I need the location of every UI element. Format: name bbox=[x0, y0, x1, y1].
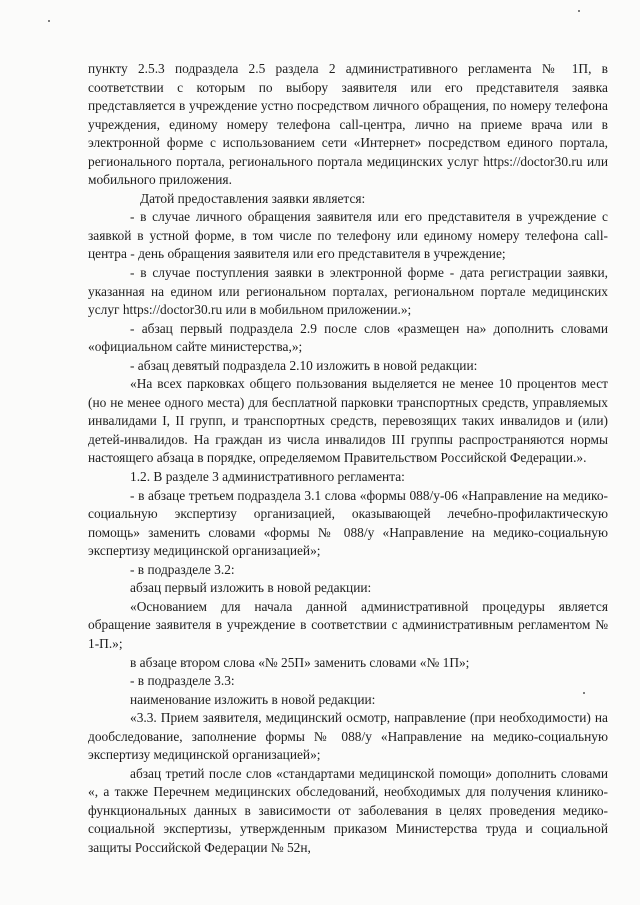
paragraph-quote: «3.3. Прием заявителя, медицинский осмотр, направление (при необходимости) на дообследование, заполнение формы № 088/у «Направление на медико-социальную экспертизу медицинской организацией»; bbox=[88, 710, 608, 763]
paragraph-item: абзац третий после слов «стандартами медицинской помощи» дополнить словами «, а также Перечнем медицинских обследований, необходимых для получения клинико-функциональных данных в зависимости от заболевания в целях проведения медико-социальной экспертизы, утвержденным приказом Министерства труда и социальной защиты Российской Федерации № 52н, bbox=[88, 765, 608, 855]
paragraph-item: в абзаце втором слова «№ 25П» заменить словами «№ 1П»; bbox=[130, 654, 470, 670]
paragraph-item: абзац первый изложить в новой редакции: bbox=[130, 580, 372, 596]
scan-speck bbox=[578, 10, 580, 12]
paragraph-quote: «Основанием для начала данной административной процедуры является обращение заявителя в учреждение в соответствии с административным регламентом № 1-П.»; bbox=[88, 598, 608, 651]
paragraph-quote: «На всех парковках общего пользования выделяется не менее 10 процентов мест (но не менее одного места) для бесплатной парковки транспортных средств, управляемых инвалидами I, II групп, и транспортных средств, перевозящих таких инвалидов и (или) детей-инвалидов. На граждан из числа инвалидов III группы распространяются нормы настоящего абзаца в порядке, определяемом Правительством Российской Федерации.». bbox=[88, 376, 608, 466]
paragraph-item: - в случае личного обращения заявителя или его представителя в учреждение с заявкой в устной форме, в том числе по телефону или единому номеру телефона call-центра - день обращения заявителя или его представителя в учреждение; bbox=[88, 209, 608, 262]
scan-speck bbox=[583, 692, 585, 694]
scan-speck bbox=[48, 20, 50, 22]
paragraph-item: наименование изложить в новой редакции: bbox=[130, 691, 376, 707]
paragraph-item: - в абзаце третьем подраздела 3.1 слова «формы 088/у-06 «Направление на медико-социальную экспертизу организацией, оказывающей лечебно-профилактическую помощь» заменить словами «формы № 088/у «Направление на медико-социальную экспертизу медицинской организацией»; bbox=[88, 487, 608, 559]
paragraph-section-heading: 1.2. В разделе 3 административного регламента: bbox=[130, 469, 405, 485]
document-page bbox=[88, 60, 608, 858]
paragraph-item: - в подразделе 3.3: bbox=[130, 673, 235, 689]
paragraph-continuation: пункту 2.5.3 подраздела 2.5 раздела 2 административного регламента № 1П, в соответствии с которым по выбору заявителя или его представителя заявка представляется в учреждение устно посредством личного обращения, по номеру телефона учреждения, единому номеру телефона call-центра, лично на приеме врача или в электронной форме с использованием сети «Интернет» посредством единого портала, регионального портала, регионального портала медицинских услуг https://doctor30.ru или мобильного приложения. bbox=[88, 61, 608, 188]
paragraph-item: - абзац девятый подраздела 2.10 изложить в новой редакции: bbox=[130, 357, 478, 373]
paragraph-date-intro: Датой предоставления заявки является: bbox=[140, 190, 366, 206]
paragraph-item: - в подразделе 3.2: bbox=[130, 561, 235, 577]
paragraph-item: - в случае поступления заявки в электронной форме - дата регистрации заявки, указанная на едином или региональном порталах, региональном портале медицинских услуг https://doctor30.ru или в мобильном приложении.»; bbox=[88, 265, 608, 318]
paragraph-item: - абзац первый подраздела 2.9 после слов «размещен на» дополнить словами «официальном сайте министерства,»; bbox=[88, 320, 608, 355]
